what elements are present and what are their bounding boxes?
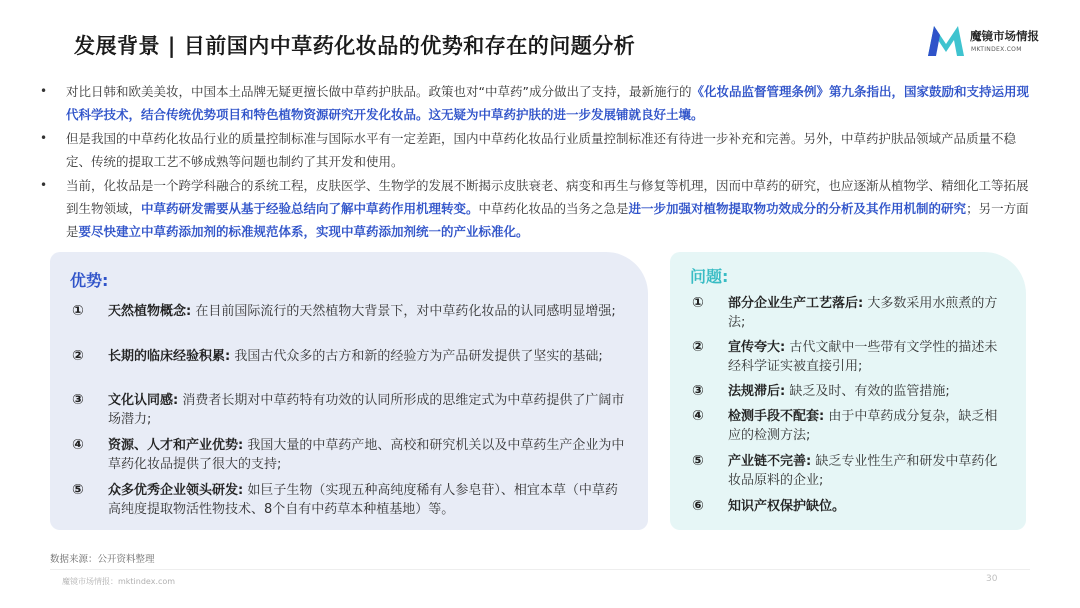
item-number: ① [692,295,704,311]
bullet-text: 当前，化妆品是一个跨学科融合的系统工程，皮肤医学、生物学的发展不断揭示皮肤衰老、病变和再生与修复等机理，因而中草药的研究，也应逐渐从植物学、精细化工等拓展到生物领域， [66,178,1029,216]
item-label: 长期的临床经验积累: [108,349,231,364]
logo-m-icon [926,24,966,58]
page-number: 30 [986,574,998,584]
advantage-item [72,436,628,474]
advantage-item [72,391,628,429]
bullet-text: 中草药化妆品的当务之急是 [478,201,629,216]
advantages-title: 优势: [70,271,109,290]
problems-title: 问题: [690,267,729,286]
item-label: 法规滞后: [728,384,786,399]
item-text: 如巨子生物（实现五种高纯度稀有人参皂苷）、相宜本草（中草药高纯度提取物活性物技术、8个自有中药草本种植基地）等。 [108,483,618,517]
footer-text: 魔镜市场情报：mktindex.com [62,577,176,586]
advantage-item [72,302,628,321]
bullet-item [40,80,1032,126]
bullet-item [40,127,1032,173]
bullet-dot-icon: • [40,84,48,98]
logo-subtext: MKTINDEX.COM [971,46,1022,53]
item-label: 知识产权保护缺位。 [728,499,846,514]
bullet-text: ；另一方面是 [66,201,1029,239]
item-number: ⑤ [692,453,704,469]
item-text: 大多数采用水煎煮的方法; [728,296,998,330]
item-number: ④ [72,437,84,453]
item-number: ⑤ [72,482,84,498]
item-text: 古代文献中一些带有文学性的描述未经科学证实被直接引用; [728,340,998,374]
problem-item [692,294,1004,332]
bullet-text: 对比日韩和欧美美妆，中国本土品牌无疑更擅长做中草药护肤品。政策也对“中草药”成分做出了支持，最新施行的 [66,84,692,99]
item-text: 我国大量的中草药产地、高校和研究机关以及中草药生产企业为中草药化妆品提供了很大的支持; [108,438,625,472]
item-number: ⑥ [692,498,704,514]
item-number: ③ [692,383,704,399]
bullet-highlight: 进一步加强对植物提取物功效成分的分析及其作用机制的研究 [628,201,967,216]
item-number: ③ [72,392,84,408]
item-label: 天然植物概念: [108,304,192,319]
bullet-highlight: 《化妆品监督管理条例》第九条指出，国家鼓励和支持运用现代科学技术，结合传统优势项目和特色植物资源研究开发化妆品。这无疑为中草药护肤的进一步发展铺就良好土壤。 [66,84,1029,122]
data-source-note: 数据来源：公开资料整理 [50,554,155,565]
intro-bullets [40,80,1032,244]
item-text: 消费者长期对中草药特有功效的认同所形成的思维定式为中草药提供了广阔市场潜力; [108,393,625,427]
item-label: 产业链不完善: [728,454,812,469]
item-number: ② [72,348,84,364]
problem-item [692,407,1004,445]
item-text: 在目前国际流行的天然植物大背景下，对中草药化妆品的认同感明显增强; [191,304,616,319]
bullet-dot-icon: • [40,131,48,145]
problem-item [692,382,1004,401]
item-text: 我国古代众多的古方和新的经验方为产品研发提供了坚实的基础; [230,349,603,364]
item-text: 缺乏及时、有效的监管措施; [785,384,950,399]
bullet-dot-icon: • [40,178,48,192]
item-number: ② [692,339,704,355]
bullet-highlight: 中草药研发需要从基于经验总结向了解中草药作用机理转变。 [141,201,479,216]
item-number: ④ [692,408,704,424]
item-label: 众多优秀企业领头研发: [108,483,244,498]
problem-item [692,452,1004,490]
page-title: 发展背景 | 目前国内中草药化妆品的优势和存在的问题分析 [74,34,636,58]
advantages-panel [50,252,648,530]
bullet-item [40,174,1032,243]
item-text: 缺乏专业性生产和研发中草药化妆品原料的企业; [728,454,998,488]
bullet-highlight: 要尽快建立中草药添加剂的标准规范体系，实现中草药添加剂统一的产业标准化。 [78,224,529,239]
item-label: 宣传夸大: [728,340,786,355]
brand-logo [926,22,1056,66]
advantage-item [72,481,628,519]
item-label: 检测手段不配套: [728,409,825,424]
problem-item [692,497,1004,516]
problem-item [692,338,1004,376]
logo-text: 魔镜市场情报 [970,29,1039,43]
item-label: 资源、人才和产业优势: [108,438,244,453]
item-number: ① [72,303,84,319]
item-text: 由于中草药成分复杂，缺乏相应的检测方法; [728,409,998,443]
item-label: 文化认同感: [108,393,179,408]
bullet-text: 但是我国的中草药化妆品行业的质量控制标准与国际水平有一定差距，国内中草药化妆品行业质量控制标准还有待进一步补充和完善。另外，中草药护肤品领域产品质量不稳定、传统的提取工艺不够成熟等问题也制约了其开发和使用。 [66,131,1017,169]
problems-panel [670,252,1026,530]
item-label: 部分企业生产工艺落后: [728,296,864,311]
advantage-item [72,347,628,366]
footer-divider [50,569,1030,570]
